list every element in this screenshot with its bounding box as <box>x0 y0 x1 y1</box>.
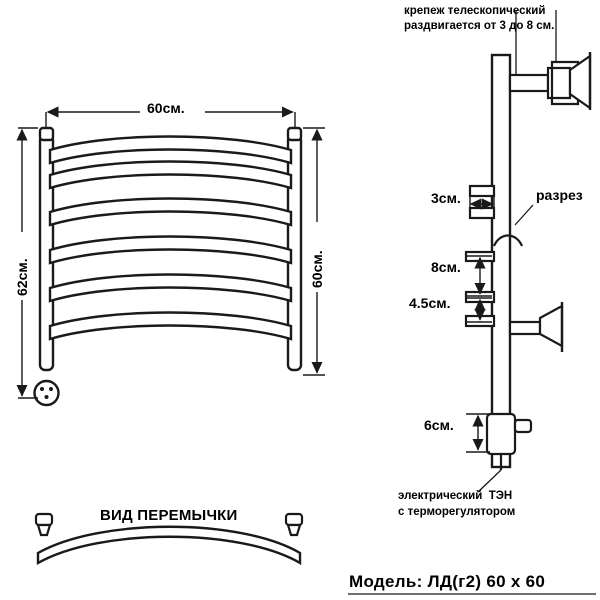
label-dim-45cm: 4.5см. <box>409 295 451 311</box>
label-model: Модель: ЛД(г2) 60 x 60 <box>349 572 546 591</box>
label-heater-note-line2: с терморегулятором <box>398 506 516 518</box>
label-dim-3cm: 3см. <box>431 190 461 206</box>
label-telescopic-note-line2: раздвигается от 3 до 8 см. <box>404 20 555 32</box>
telescopic-mount <box>510 52 590 110</box>
rung-bars <box>50 137 291 340</box>
bottom-valve <box>35 381 59 405</box>
label-heater-note-line1: электрический ТЭН <box>398 490 513 502</box>
label-cut: разрез <box>536 187 583 203</box>
upper-rung-stubs <box>470 186 494 218</box>
lower-bracket <box>510 302 562 352</box>
label-dim-8cm: 8см. <box>431 259 461 275</box>
label-width-60: 60см. <box>147 100 185 116</box>
label-bridge-view: ВИД ПЕРЕМЫЧКИ <box>100 507 238 524</box>
label-height-62: 62см. <box>14 258 30 296</box>
left-view-group <box>18 112 325 405</box>
label-telescopic-note-line1: крепеж телескопический <box>404 5 546 17</box>
right-view-group <box>466 10 590 492</box>
label-height-60: 60см. <box>309 250 325 288</box>
label-dim-6cm: 6см. <box>424 417 454 433</box>
